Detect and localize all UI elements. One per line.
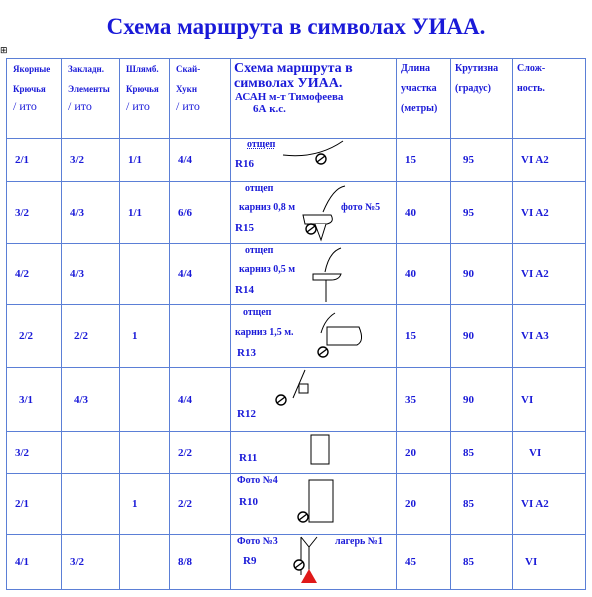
route-symbols: [231, 139, 397, 182]
cell-difficulty: VI A2: [513, 244, 586, 305]
cell-nuts: 3/2: [62, 535, 120, 590]
route-symbols: [231, 305, 397, 368]
cell-anchors: 2/2: [7, 305, 62, 368]
section-label: R9: [243, 555, 257, 567]
page-title: Схема маршрута в символах УИАА.: [106, 14, 486, 39]
table-anchor-icon[interactable]: ⊞: [0, 46, 8, 56]
cell-nuts: 3/2: [62, 139, 120, 182]
cell-steepness: 90: [451, 368, 513, 432]
header-length: Длина участка (метры): [397, 59, 451, 139]
table-row: [7, 432, 586, 474]
overhang-label: карниз 0,8 м: [239, 202, 296, 213]
route-symbols: [231, 432, 397, 474]
cell-bolts: [120, 244, 170, 305]
cell-skyhooks: 4/4: [170, 139, 231, 182]
cell-steepness: 90: [451, 244, 513, 305]
overhang-label: карниз 0,5 м: [239, 264, 296, 275]
header-anchors: Якорные Крючья / ито: [7, 59, 62, 139]
cell-steepness: 95: [451, 182, 513, 244]
section-label: R14: [235, 284, 254, 296]
flake-icon: [323, 186, 345, 212]
cell-difficulty: VI: [513, 535, 586, 590]
cell-length: 40: [397, 182, 451, 244]
scheme-cell: [231, 139, 397, 182]
cell-nuts: [62, 474, 120, 535]
section-label: R11: [239, 452, 258, 464]
hook-icon: [299, 384, 308, 393]
header-row: [7, 59, 586, 139]
cell-skyhooks: 2/2: [170, 432, 231, 474]
route-symbols: [231, 535, 397, 590]
photo-label: Фото №4: [237, 475, 278, 486]
cell-anchors: 2/1: [7, 474, 62, 535]
cell-nuts: 4/3: [62, 244, 120, 305]
cell-bolts: [120, 368, 170, 432]
photo-label: Фото №3: [237, 536, 278, 547]
cell-anchors: 2/1: [7, 139, 62, 182]
cell-anchors: 3/1: [7, 368, 62, 432]
cell-skyhooks: [170, 305, 231, 368]
scheme-cell: [231, 432, 397, 474]
cell-bolts: [120, 432, 170, 474]
flake-label: отщеп: [245, 245, 274, 256]
header-scheme: Схема маршрута в символах УИАА. АСАН м-т Тимофеева 6А к.с.: [231, 59, 397, 139]
cell-difficulty: VI: [513, 368, 586, 432]
route-symbols: [231, 368, 397, 432]
cell-steepness: 85: [451, 432, 513, 474]
section-label: R16: [235, 158, 254, 170]
scheme-cell: [231, 182, 397, 244]
table-row: [7, 368, 586, 432]
overhang-icon: [327, 327, 362, 345]
cell-steepness: 85: [451, 535, 513, 590]
cell-steepness: 95: [451, 139, 513, 182]
table-row: [7, 182, 586, 244]
cell-anchors: 3/2: [7, 182, 62, 244]
cell-bolts: 1/1: [120, 139, 170, 182]
camp-triangle-icon: [301, 569, 317, 583]
section-label: R15: [235, 222, 254, 234]
header-bolts: Шлямб. Крючья / ито: [120, 59, 170, 139]
header-difficulty: Слож- ность.: [513, 59, 586, 139]
flake-label: отщеп: [243, 307, 272, 318]
cell-skyhooks: 6/6: [170, 182, 231, 244]
cell-length: 15: [397, 139, 451, 182]
cell-nuts: 2/2: [62, 305, 120, 368]
scheme-cell: [231, 535, 397, 590]
cell-skyhooks: 4/4: [170, 368, 231, 432]
table-row: [7, 244, 586, 305]
cell-nuts: 4/3: [62, 368, 120, 432]
route-symbols: [231, 474, 397, 535]
table-row: [7, 474, 586, 535]
scheme-cell: [231, 368, 397, 432]
cell-skyhooks: 4/4: [170, 244, 231, 305]
camp-label: лагерь №1: [335, 536, 383, 547]
photo-label: фото №5: [341, 202, 381, 213]
cell-difficulty: VI A2: [513, 182, 586, 244]
table-row: [7, 139, 586, 182]
overhang-icon: [303, 215, 332, 224]
header-nuts: Закладн. Элементы / ито: [62, 59, 120, 139]
cell-difficulty: VI A3: [513, 305, 586, 368]
flake-label: отщеп: [247, 139, 276, 150]
cell-bolts: [120, 535, 170, 590]
flake-icon: [283, 141, 343, 156]
cell-anchors: 4/2: [7, 244, 62, 305]
section-label: R13: [237, 347, 256, 359]
cell-length: 20: [397, 432, 451, 474]
cell-difficulty: VI A2: [513, 139, 586, 182]
cell-length: 20: [397, 474, 451, 535]
cell-nuts: 4/3: [62, 182, 120, 244]
wall-icon: [311, 435, 329, 464]
cell-skyhooks: 8/8: [170, 535, 231, 590]
cell-length: 35: [397, 368, 451, 432]
section-label: R10: [239, 496, 258, 508]
cell-length: 40: [397, 244, 451, 305]
cell-steepness: 90: [451, 305, 513, 368]
cell-bolts: 1: [120, 305, 170, 368]
wall-icon: [309, 480, 333, 522]
route-table: [6, 58, 586, 590]
scheme-cell: [231, 244, 397, 305]
section-label: R12: [237, 408, 256, 420]
flake-label: отщеп: [245, 183, 274, 194]
overhang-label: карниз 1,5 м.: [235, 327, 294, 338]
flake-icon: [325, 248, 341, 272]
cell-difficulty: VI: [513, 432, 586, 474]
chimney-icon: [301, 537, 317, 547]
scheme-cell: [231, 474, 397, 535]
cell-bolts: 1/1: [120, 182, 170, 244]
overhang-icon: [313, 274, 341, 280]
cell-anchors: 4/1: [7, 535, 62, 590]
scheme-cell: [231, 305, 397, 368]
cell-difficulty: VI A2: [513, 474, 586, 535]
header-steepness: Крутизна (градус): [451, 59, 513, 139]
route-symbols: [231, 244, 397, 305]
table-row: [7, 305, 586, 368]
cell-bolts: 1: [120, 474, 170, 535]
cell-nuts: [62, 432, 120, 474]
header-skyhooks: Скай- Хукн / ито: [170, 59, 231, 139]
table-row: [7, 535, 586, 590]
cell-length: 15: [397, 305, 451, 368]
cell-skyhooks: 2/2: [170, 474, 231, 535]
cell-anchors: 3/2: [7, 432, 62, 474]
cell-steepness: 85: [451, 474, 513, 535]
route-symbols: [231, 182, 397, 244]
cell-length: 45: [397, 535, 451, 590]
